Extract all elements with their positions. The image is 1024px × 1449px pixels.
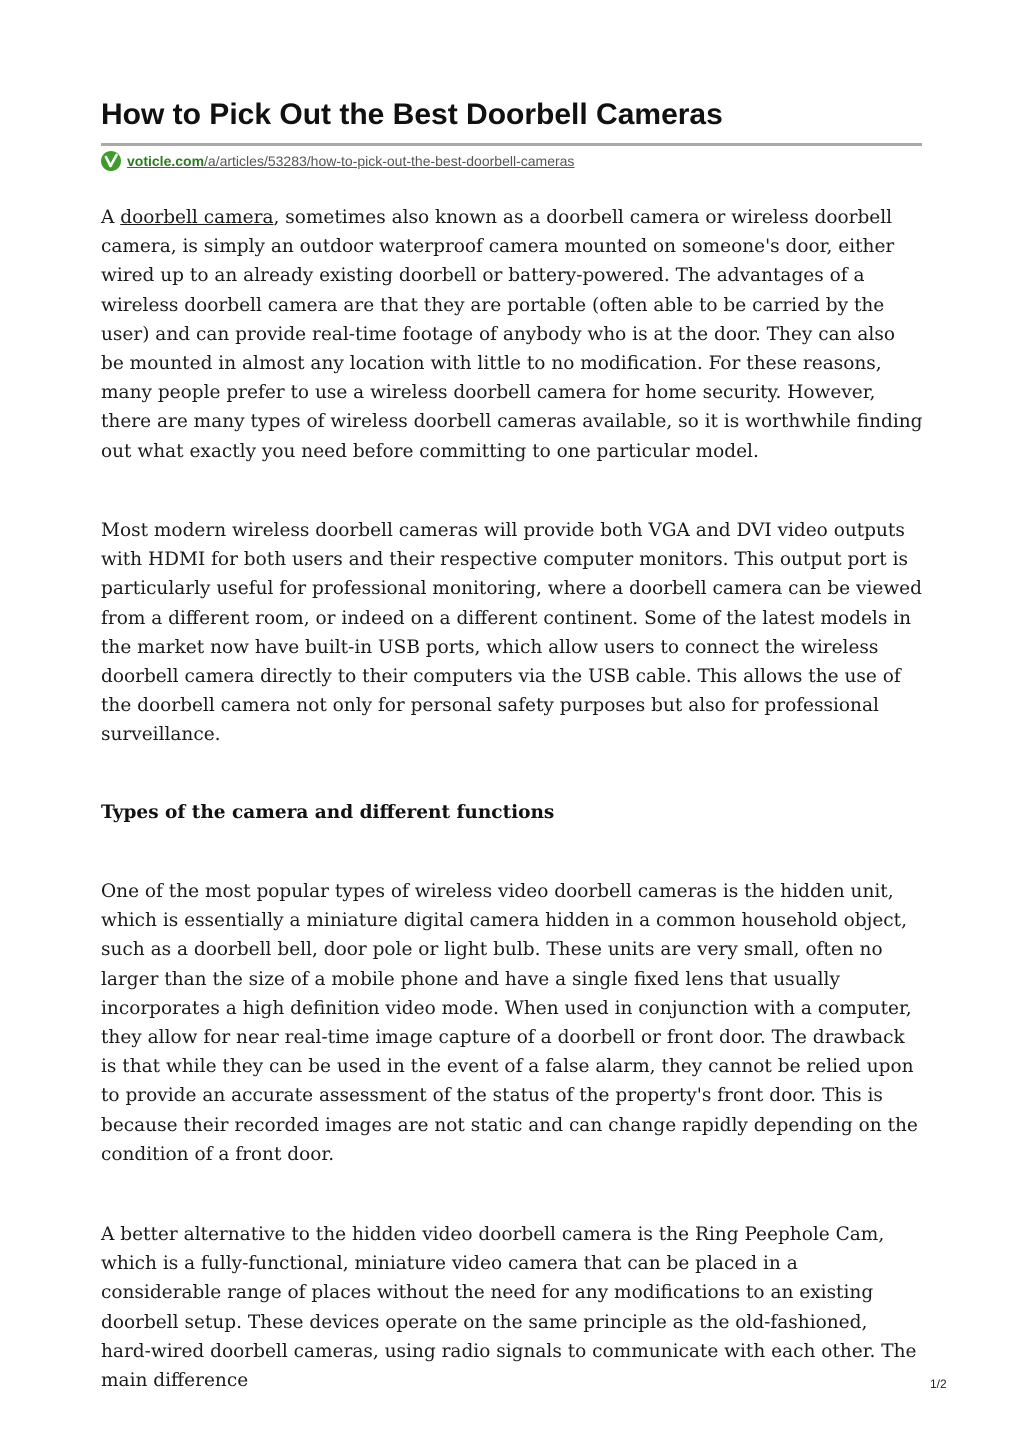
paragraph-1-lead: A (101, 207, 121, 228)
paragraph-2: Most modern wireless doorbell cameras will provide both VGA and DVI video outputs with HDMI for both users and their respective computer monitors. This output port is particularly useful for professional monitoring, where a doorbell camera can be viewed from a different room, or indeed on a different continent. Some of the latest models in the market now have built-in USB ports, which allow users to connect the wireless doorbell camera directly to their computers via the USB cable. This allows the use of the doorbell camera not only for personal safety purposes but also for professional surveillance. (101, 520, 922, 746)
voticle-v-logo-icon (101, 151, 121, 171)
paragraph-1 (101, 203, 923, 466)
source-link[interactable] (127, 153, 574, 169)
paragraph-1-text: , sometimes also known as a doorbell camera or wireless doorbell camera, is simply an outdoor waterproof camera mounted on someone's door, either wired up to an already existing doorbell or battery-powered. The advantages of a wireless doorbell camera are that they are portable (often able to be carried by the user) and can provide real-time footage of anybody who is at the door. They can also be mounted in almost any location with little to no modification. For these reasons, many people prefer to use a wireless doorbell camera for home security. However, there are many types of wireless doorbell cameras available, so it is worthwhile finding out what exactly you need before committing to one particular model. (101, 207, 923, 462)
section-heading: Types of the camera and different functions (101, 802, 555, 823)
paragraph-4: A better alternative to the hidden video doorbell camera is the Ring Peephole Cam, which is a fully-functional, miniature video camera that can be placed in a considerable range of places without the need for any modifications to an existing doorbell setup. These devices operate on the same principle as the old-fashioned, hard-wired doorbell cameras, using radio signals to communicate with each other. The main difference (101, 1224, 917, 1392)
source-line (101, 150, 574, 172)
page-number: 1/2 (930, 1377, 947, 1391)
doorbell-camera-link[interactable]: doorbell camera (120, 207, 274, 228)
source-domain: voticle.com (127, 153, 205, 169)
paragraph-3: One of the most popular types of wireless video doorbell cameras is the hidden unit, which is essentially a miniature digital camera hidden in a common household object, such as a doorbell bell, door pole or light bulb. These units are very small, often no larger than the size of a mobile phone and have a single fixed lens that usually incorporates a high definition video mode. When used in conjunction with a computer, they allow for near real-time image capture of a doorbell or front door. The drawback is that while they can be used in the event of a false alarm, they cannot be relied upon to provide an accurate assessment of the status of the property's front door. This is because their recorded images are not static and can change rapidly depending on the condition of a front door. (101, 881, 918, 1165)
article-title: How to Pick Out the Best Doorbell Cameras (101, 98, 723, 131)
title-divider (101, 143, 922, 146)
source-path: /a/articles/53283/how-to-pick-out-the-best-doorbell-cameras (204, 153, 575, 169)
